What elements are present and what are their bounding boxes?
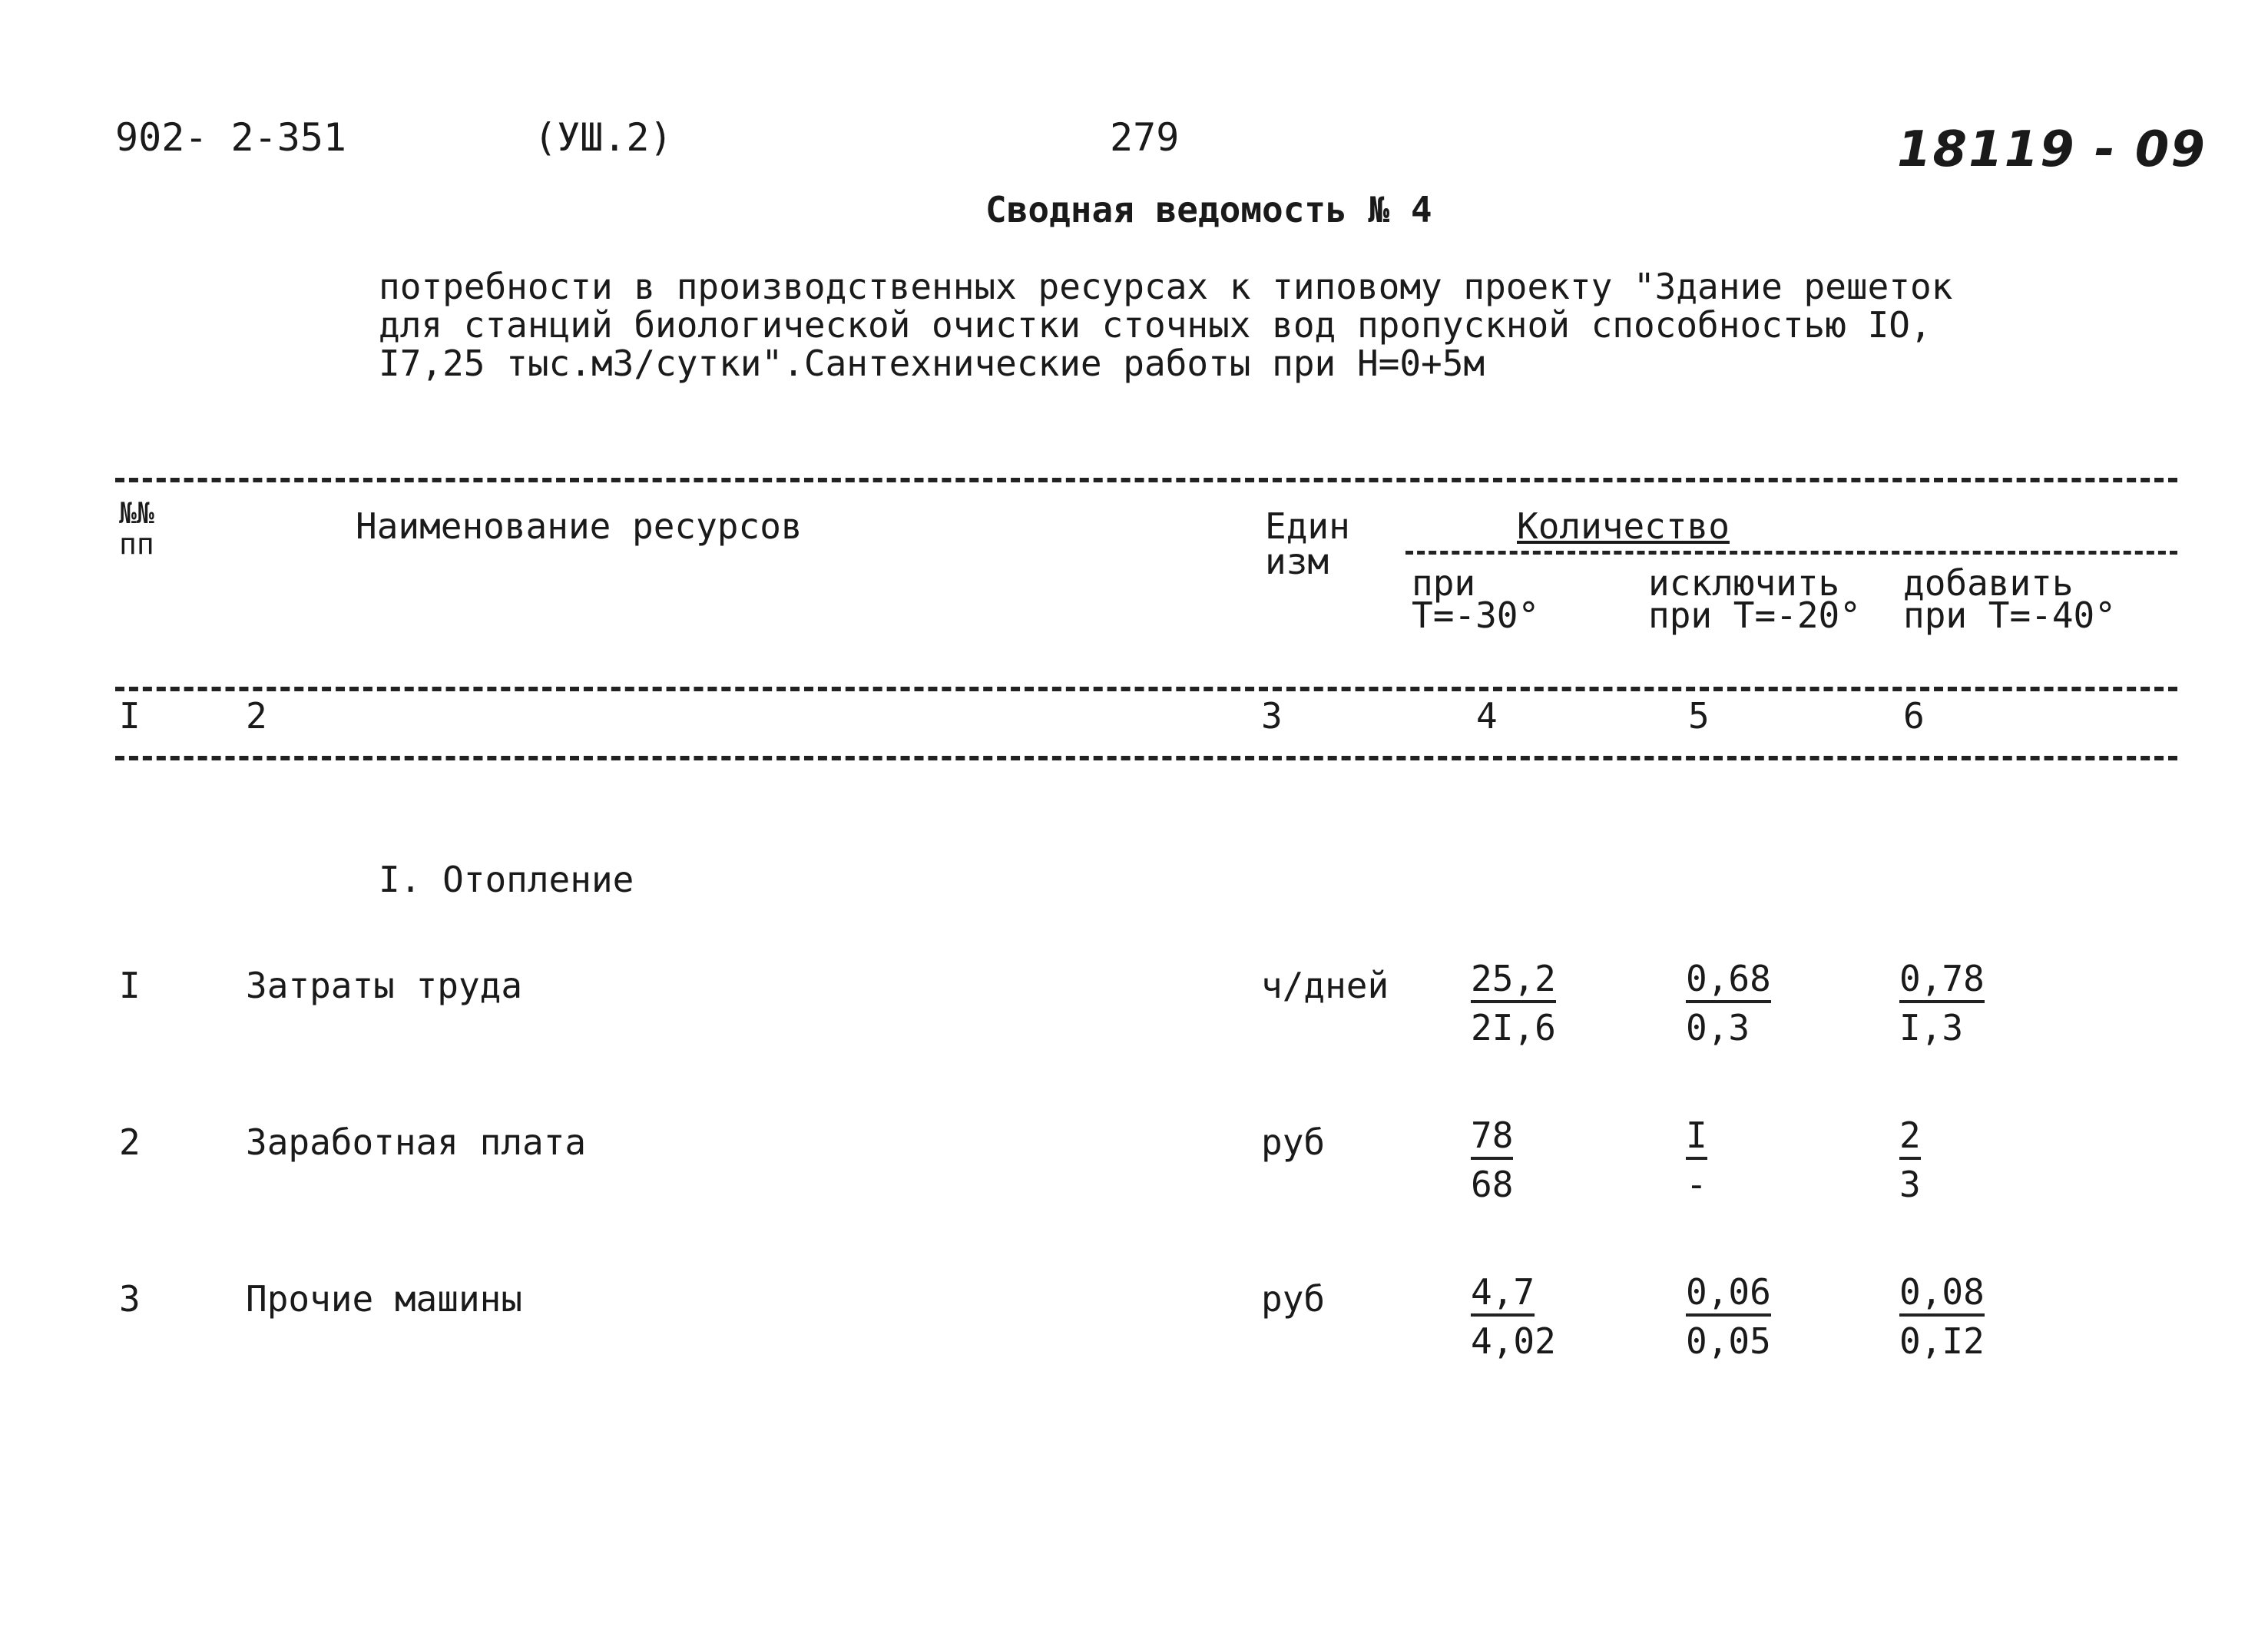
section-title: I. Отопление: [379, 859, 634, 900]
document-subtitle: потребности в производственных ресурсах к типовому проекту "Здание решеток для станций биологической очистки сточных вод пропускной способностью IO, I7,25 тыс.м3/сутки".Сантехнические работы при H=0+5м: [379, 266, 1953, 384]
column-number-2: 2: [246, 695, 267, 737]
column-header-t30: при Т=-30°: [1412, 562, 1540, 636]
quantity-t30-bottom: 68: [1471, 1164, 1514, 1205]
quantity-add-t40-top: 0,78: [1899, 959, 1985, 1003]
quantity-exclude-t20-top: 0,06: [1686, 1272, 1771, 1317]
resource-name: Заработная плата: [246, 1121, 587, 1163]
row-number: 3: [119, 1278, 141, 1320]
quantity-t30-top: 78: [1471, 1115, 1513, 1160]
document-code: 902- 2-351: [115, 115, 347, 160]
column-number-4: 4: [1476, 695, 1498, 737]
quantity-exclude-t20: [1686, 959, 1771, 1049]
row-number: I: [119, 965, 141, 1006]
document-title: Сводная ведомость № 4: [985, 189, 1432, 230]
quantity-add-t40-top: 0,08: [1899, 1272, 1985, 1317]
quantity-exclude-t20-bottom: 0,05: [1686, 1320, 1771, 1362]
column-header-exclude-t20: исключить при Т=-20°: [1648, 562, 1861, 636]
quantity-exclude-t20: [1686, 1115, 1707, 1206]
column-header-resource-name: Наименование ресурсов: [356, 505, 803, 547]
quantity-exclude-t20: [1686, 1272, 1771, 1363]
quantity-add-t40-bottom: I,3: [1899, 1007, 1964, 1048]
column-header-unit: Един изм: [1265, 505, 1350, 582]
quantity-add-t40: [1899, 1115, 1921, 1206]
column-number-5: 5: [1688, 695, 1710, 737]
quantity-t30-top: 25,2: [1471, 959, 1556, 1003]
column-number-1: I: [119, 695, 141, 737]
quantity-group-rule: [1405, 551, 2177, 555]
resource-unit: руб: [1261, 1121, 1326, 1163]
resource-unit: ч/дней: [1261, 965, 1389, 1006]
column-numbers-rule: [115, 756, 2177, 760]
quantity-add-t40: [1899, 959, 1985, 1049]
column-group-header-quantity: Количество: [1517, 505, 1730, 547]
column-number-3: 3: [1261, 695, 1283, 737]
resource-name: Затраты труда: [246, 965, 523, 1006]
header-top-rule: [115, 478, 2177, 482]
quantity-t30-bottom: 2I,6: [1471, 1007, 1556, 1048]
quantity-exclude-t20-bottom: 0,3: [1686, 1007, 1750, 1048]
quantity-add-t40-bottom: 0,I2: [1899, 1320, 1985, 1362]
quantity-t30: [1471, 1115, 1513, 1206]
row-number: 2: [119, 1121, 141, 1163]
quantity-add-t40: [1899, 1272, 1985, 1363]
quantity-exclude-t20-top: 0,68: [1686, 959, 1771, 1003]
quantity-add-t40-top: 2: [1899, 1115, 1921, 1160]
quantity-exclude-t20-bottom: -: [1686, 1164, 1707, 1205]
resource-unit: руб: [1261, 1278, 1326, 1320]
quantity-t30: [1471, 959, 1556, 1049]
quantity-t30: [1471, 1272, 1556, 1363]
resource-name: Прочие машины: [246, 1278, 523, 1320]
quantity-t30-top: 4,7: [1471, 1272, 1535, 1317]
header-bottom-rule: [115, 687, 2177, 691]
page-number: 279: [1110, 115, 1180, 160]
quantity-exclude-t20-top: I: [1686, 1115, 1707, 1160]
album-code: (УШ.2): [534, 115, 673, 160]
quantity-t30-bottom: 4,02: [1471, 1320, 1556, 1362]
column-header-add-t40: добавить при Т=-40°: [1903, 562, 2116, 636]
quantity-add-t40-bottom: 3: [1899, 1164, 1921, 1205]
handwritten-stamp: 18119 - 09: [1897, 121, 2207, 178]
column-header-number: №№ пп: [119, 496, 154, 561]
column-number-6: 6: [1903, 695, 1925, 737]
